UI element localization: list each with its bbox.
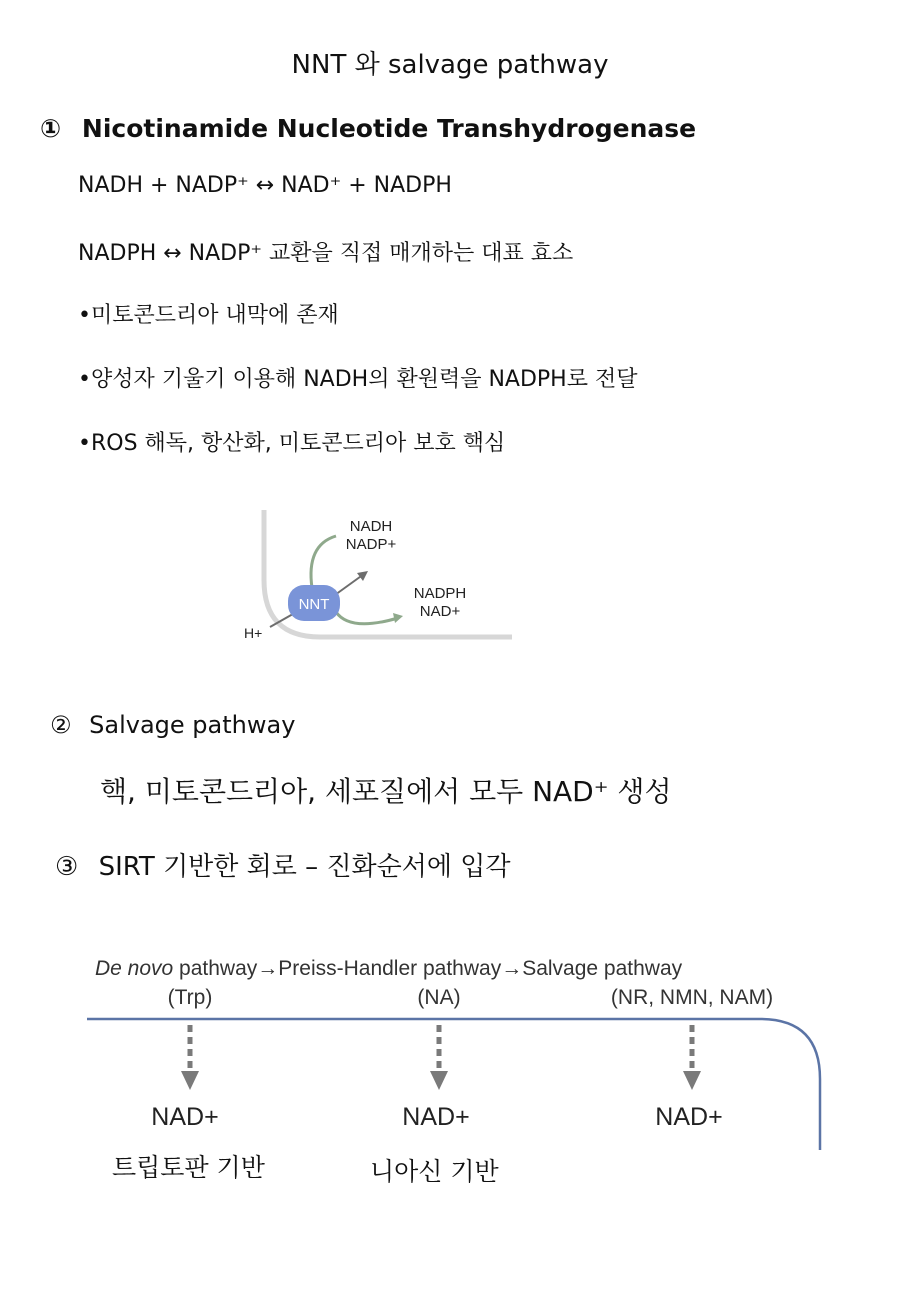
pathway-header (95, 957, 683, 980)
input-nadh: NADH (349, 518, 393, 535)
salvage-description: 핵, 미토콘드리아, 세포질에서 모두 NAD⁺ 생성 (100, 775, 672, 808)
caption-niacin: 니아신 기반 (370, 1157, 499, 1186)
source-trp: (Trp) (167, 986, 213, 1009)
enzyme-description: NADPH ↔ NADP⁺ 교환을 직접 매개하는 대표 효소 (78, 241, 574, 266)
output-nadph: NADPH (413, 585, 467, 602)
section-2-title: Salvage pathway (89, 711, 296, 739)
section-2-marker: ② (50, 711, 72, 739)
page-title: NNT 와 salvage pathway (291, 50, 609, 80)
bullet-1: •미토콘드리아 내막에 존재 (78, 303, 339, 328)
nnt-label: NNT (298, 596, 330, 613)
input-nadp: NADP+ (345, 536, 397, 553)
source-na: (NA) (417, 986, 461, 1009)
proton-label: H+ (244, 625, 263, 641)
product-nad-2: NAD+ (402, 1103, 470, 1131)
bullet-3: •ROS 해독, 항산화, 미토콘드리아 보호 핵심 (78, 431, 506, 456)
section-3-marker: ③ (55, 852, 79, 882)
arrowhead-2 (430, 1071, 448, 1090)
pathway-header-italic: De novo (95, 957, 174, 980)
product-nad-1: NAD+ (151, 1103, 219, 1131)
reaction-equation: NADH + NADP⁺ ↔ NAD⁺ + NADPH (78, 173, 452, 198)
dashed-arrows (190, 1025, 692, 1070)
source-nr-nmn-nam: (NR, NMN, NAM) (610, 986, 774, 1009)
section-1-marker: ① (40, 114, 62, 143)
caption-tryptophan: 트립토판 기반 (112, 1153, 265, 1182)
bullet-2: •양성자 기울기 이용해 NADH의 환원력을 NADPH로 전달 (78, 367, 638, 392)
pathway-header-rest: pathway→Preiss-Handler pathway→Salvage pathway (173, 957, 683, 980)
output-nad: NAD+ (419, 603, 461, 620)
product-nad-3: NAD+ (655, 1103, 723, 1131)
section-3-title: SIRT 기반한 회로 – 진화순서에 입각 (98, 852, 511, 882)
arrowhead-1 (181, 1071, 199, 1090)
section-1-title: Nicotinamide Nucleotide Transhydrogenase (81, 114, 697, 143)
arrowhead-3 (683, 1071, 701, 1090)
